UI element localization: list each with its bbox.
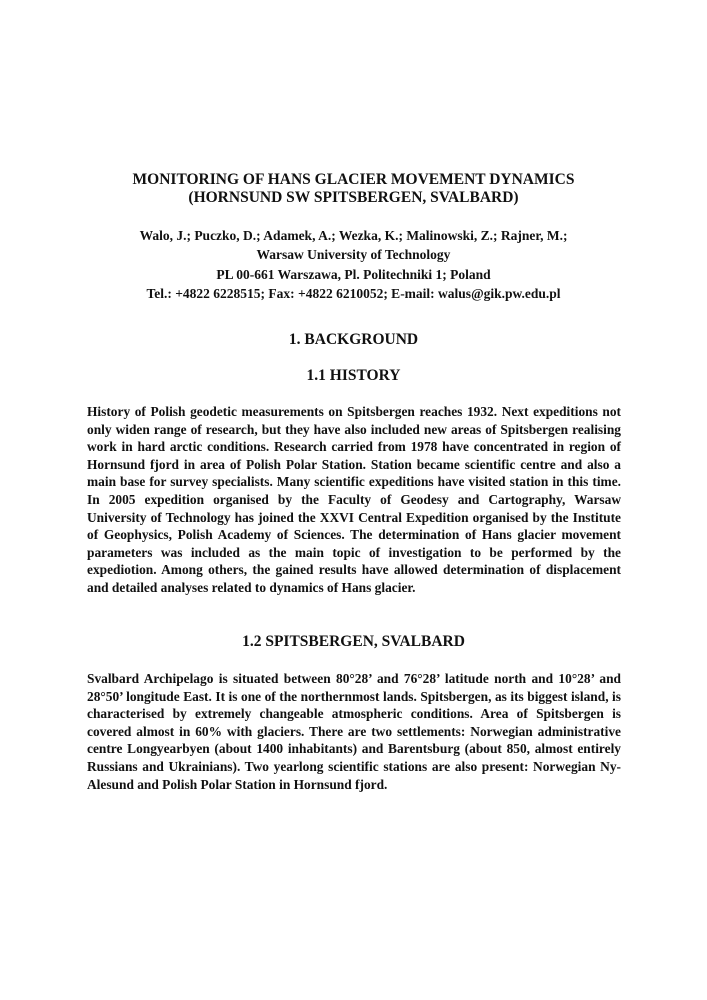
title-line-2: (HORNSUND SW SPITSBERGEN, SVALBARD) bbox=[188, 189, 519, 206]
title-line-1: MONITORING OF HANS GLACIER MOVEMENT DYNAMICS bbox=[132, 171, 575, 188]
section-heading-history: 1.1 HISTORY bbox=[306, 367, 401, 384]
svalbard-paragraph: Svalbard Archipelago is situated between 80°28’ and 76°28’ latitude north and 10°28’ and 28°50’ longitude East. It is one of the northernmost lands. Spitsbergen, as its biggest island, is characterised by extremely changeable atmospheric conditions. Area of Spitsbergen is covered almost in 60% with glaciers. There are two settlements: Norwegian administrative centre Longyearbyen (about 1400 inhabitants) and Barentsburg (about 850, almost entirely Russians and Ukrainians). Two yearlong scientific stations are also present: Norwegian Ny-Alesund and Polish Polar Station in Hornsund fjord. bbox=[87, 671, 621, 792]
contact-line: Tel.: +4822 6228515; Fax: +4822 6210052; E-mail: walus@gik.pw.edu.pl bbox=[146, 285, 561, 301]
history-paragraph: History of Polish geodetic measurements on Spitsbergen reaches 1932. Next expeditions not only widen range of research, but they have also included new areas of Spitsbergen realising work in hard arctic conditions. Research carried from 1978 have concentrated in region of Hornsund fjord in area of Polish Polar Station. Station became scientific centre and also a main base for survey specialists. Many scientific expeditions have visited station in this time. In 2005 expedition organised by the Faculty of Geodesy and Cartography, Warsaw University of Technology has joined the XXVI Central Expedition organised by the Institute of Geophysics, Polish Academy of Sciences. The determination of Hans glacier movement parameters was included as the main topic of investigation to be performed by the expediotion. Among others, the gained results have allowed determination of displacement and detailed analyses related to dynamics of Hans glacier. bbox=[87, 404, 621, 595]
section-heading-svalbard: 1.2 SPITSBERGEN, SVALBARD bbox=[242, 633, 465, 650]
postal-address: PL 00-661 Warszawa, Pl. Politechniki 1; Poland bbox=[216, 266, 491, 282]
author-block bbox=[60, 226, 647, 303]
author-list: Walo, J.; Puczko, D.; Adamek, A.; Wezka, K.; Malinowski, Z.; Rajner, M.; bbox=[139, 228, 568, 243]
affiliation: Warsaw University of Technology bbox=[256, 247, 451, 263]
section-heading-background: 1. BACKGROUND bbox=[288, 331, 419, 348]
paper-title bbox=[60, 171, 647, 207]
